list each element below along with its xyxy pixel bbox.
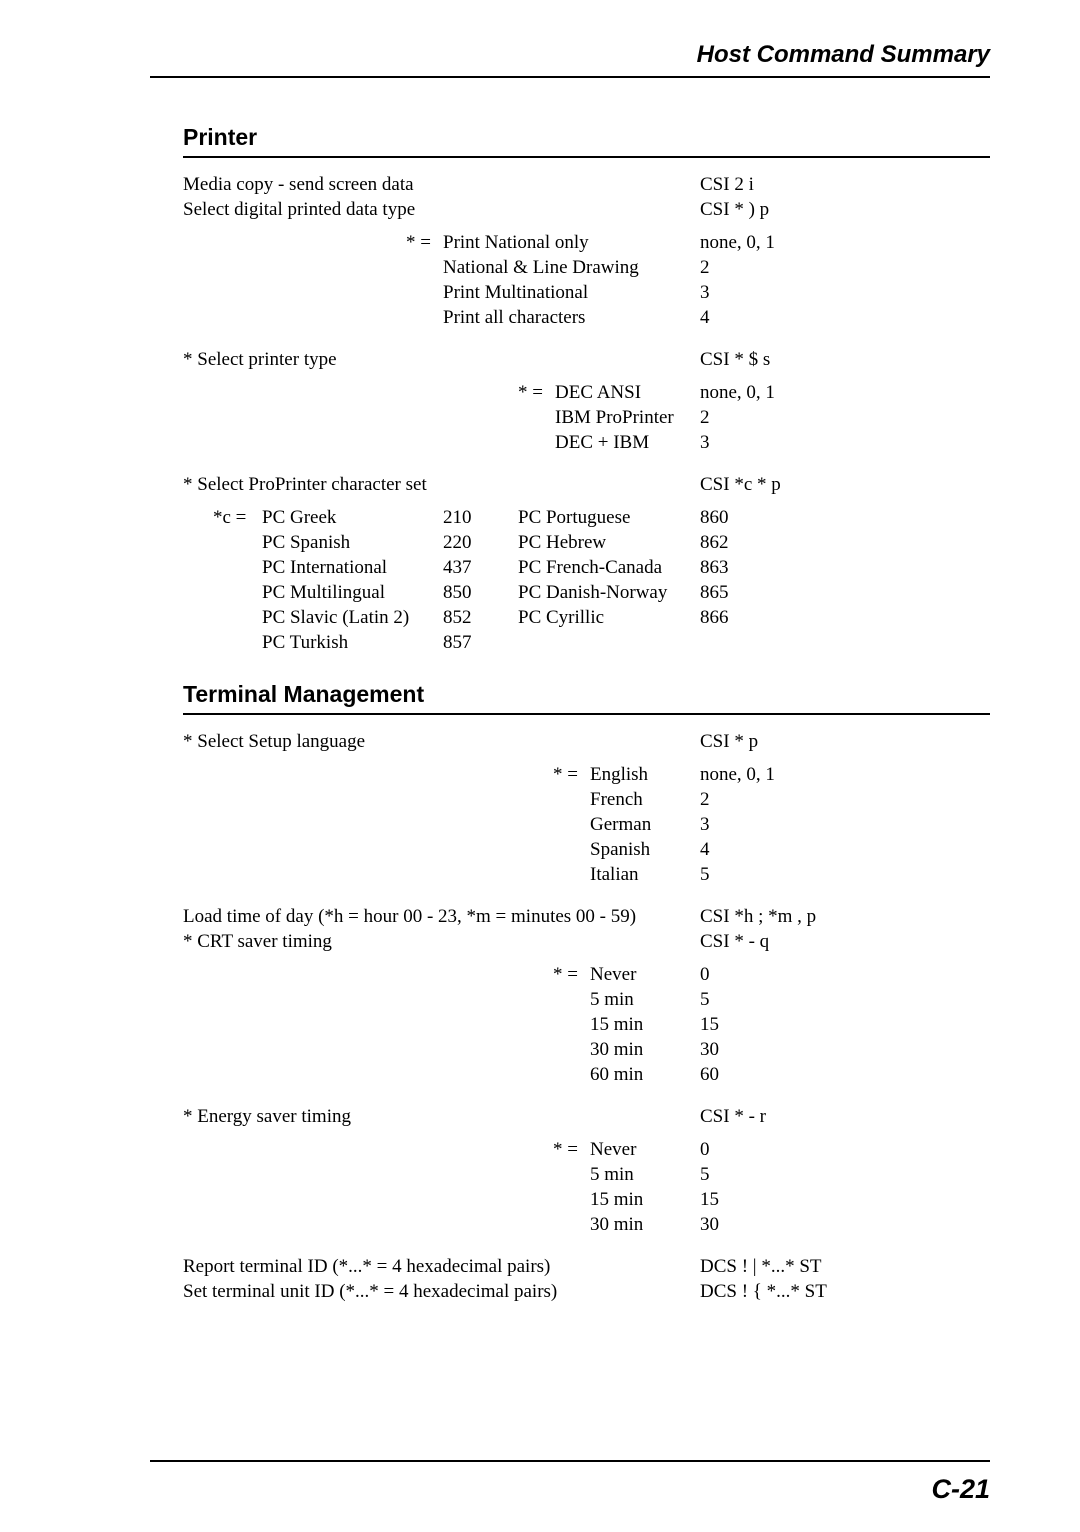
charset-row: [150, 530, 990, 555]
command-row: [150, 1137, 990, 1162]
command-row: [150, 230, 990, 255]
charset-row: [150, 555, 990, 580]
command-label: 15 min: [590, 1014, 644, 1035]
command-label: * CRT saver timing: [183, 931, 332, 952]
command-label: 30 min: [590, 1214, 644, 1235]
page-number: C-21: [931, 1474, 990, 1504]
command-row: [150, 197, 990, 222]
command-code: 5: [700, 864, 710, 885]
command-code: DCS ! { *...* ST: [700, 1281, 827, 1302]
command-code: 2: [700, 257, 710, 278]
command-row: [150, 1187, 990, 1212]
command-row: [150, 1212, 990, 1237]
charset-value: 220: [443, 532, 472, 553]
command-code: 4: [700, 307, 710, 328]
command-row: [150, 380, 990, 405]
charset-value: 850: [443, 582, 472, 603]
command-code: 5: [700, 1164, 710, 1185]
command-label: Never: [590, 1139, 637, 1160]
command-code: CSI * - q: [700, 931, 770, 952]
command-row: [150, 812, 990, 837]
command-label: English: [590, 764, 649, 785]
charset-row: [150, 505, 990, 530]
command-row: [150, 862, 990, 887]
charset-name: PC Slavic (Latin 2): [262, 607, 410, 628]
param-prefix: * =: [553, 1139, 578, 1160]
section-terminal-management: [150, 681, 990, 1304]
param-prefix: *c =: [213, 507, 247, 528]
command-code: 15: [700, 1014, 719, 1035]
command-label: 15 min: [590, 1189, 644, 1210]
command-code: 3: [700, 282, 710, 303]
charset-name: PC Portuguese: [518, 507, 631, 528]
section-printer: [150, 124, 990, 655]
command-code: 60: [700, 1064, 719, 1085]
command-code: 2: [700, 789, 710, 810]
command-label: DEC + IBM: [555, 432, 650, 453]
command-label: 5 min: [590, 989, 634, 1010]
command-row: [150, 280, 990, 305]
command-label: * Energy saver timing: [183, 1106, 351, 1127]
command-label: * Select Setup language: [183, 731, 366, 752]
command-code: CSI * ) p: [700, 199, 770, 220]
command-row: [150, 787, 990, 812]
command-code: 2: [700, 407, 710, 428]
charset-name: PC Multilingual: [262, 582, 385, 603]
charset-name: PC International: [262, 557, 388, 578]
charset-name: PC Cyrillic: [518, 607, 605, 628]
command-sections: [150, 124, 990, 1304]
command-code: DCS ! | *...* ST: [700, 1256, 822, 1277]
charset-value: 437: [443, 557, 472, 578]
command-code: 30: [700, 1214, 719, 1235]
command-code: 15: [700, 1189, 719, 1210]
charset-name: PC Danish-Norway: [518, 582, 668, 603]
command-code: none, 0, 1: [700, 382, 775, 403]
command-code: CSI *c * p: [700, 474, 781, 495]
charset-name: PC Turkish: [262, 632, 349, 653]
command-label: Set terminal unit ID (*...* = 4 hexadecimal pairs): [183, 1281, 558, 1302]
command-code: CSI *h ; *m , p: [700, 906, 817, 927]
charset-value: 852: [443, 607, 472, 628]
charset-name: PC Spanish: [262, 532, 351, 553]
command-code: CSI * $ s: [700, 349, 771, 370]
command-row: [150, 962, 990, 987]
doc-header: [150, 0, 990, 78]
section-title: Printer: [183, 124, 990, 158]
param-prefix: * =: [518, 382, 543, 403]
doc-footer: [150, 1460, 990, 1505]
command-label: National & Line Drawing: [443, 257, 639, 278]
command-label: 60 min: [590, 1064, 644, 1085]
command-row: [150, 904, 990, 929]
command-row: [150, 1012, 990, 1037]
command-code: none, 0, 1: [700, 232, 775, 253]
command-label: * Select ProPrinter character set: [183, 474, 427, 495]
command-label: Print National only: [443, 232, 589, 253]
section-title: Terminal Management: [183, 681, 990, 715]
command-row: [150, 1162, 990, 1187]
param-prefix: * =: [553, 764, 578, 785]
command-code: 3: [700, 432, 710, 453]
command-row: [150, 762, 990, 787]
command-label: Load time of day (*h = hour 00 - 23, *m = minutes 00 - 59): [183, 906, 637, 927]
charset-value: 860: [700, 507, 729, 528]
command-code: 4: [700, 839, 710, 860]
command-row: [150, 472, 990, 497]
command-row: [150, 255, 990, 280]
charset-value: 865: [700, 582, 729, 603]
command-row: [150, 929, 990, 954]
command-label: Print Multinational: [443, 282, 589, 303]
command-label: Print all characters: [443, 307, 586, 328]
charset-value: 862: [700, 532, 729, 553]
command-label: * Select printer type: [183, 349, 337, 370]
command-code: 0: [700, 964, 710, 985]
command-row: [150, 987, 990, 1012]
command-row: [150, 1279, 990, 1304]
command-code: CSI * p: [700, 731, 759, 752]
command-label: Report terminal ID (*...* = 4 hexadecimal pairs): [183, 1256, 551, 1277]
command-code: 5: [700, 989, 710, 1010]
command-row: [150, 1062, 990, 1087]
charset-row: [150, 605, 990, 630]
command-label: Select digital printed data type: [183, 199, 416, 220]
charset-value: 866: [700, 607, 729, 628]
command-label: Italian: [590, 864, 639, 885]
command-row: [150, 347, 990, 372]
charset-name: PC French-Canada: [518, 557, 663, 578]
param-prefix: * =: [406, 232, 431, 253]
command-label: 5 min: [590, 1164, 634, 1185]
running-header-title: Host Command Summary: [696, 41, 990, 68]
command-row: [150, 172, 990, 197]
command-row: [150, 405, 990, 430]
command-row: [150, 1254, 990, 1279]
command-code: none, 0, 1: [700, 764, 775, 785]
charset-value: 863: [700, 557, 729, 578]
command-label: Never: [590, 964, 637, 985]
command-row: [150, 729, 990, 754]
command-code: 3: [700, 814, 710, 835]
param-prefix: * =: [553, 964, 578, 985]
command-label: French: [590, 789, 643, 810]
command-label: IBM ProPrinter: [555, 407, 674, 428]
command-label: 30 min: [590, 1039, 644, 1060]
command-row: [150, 1104, 990, 1129]
command-label: DEC ANSI: [555, 382, 642, 403]
command-label: Media copy - send screen data: [183, 174, 414, 195]
charset-value: 857: [443, 632, 472, 653]
command-code: 30: [700, 1039, 719, 1060]
command-label: Spanish: [590, 839, 651, 860]
charset-name: PC Greek: [262, 507, 337, 528]
command-code: CSI * - r: [700, 1106, 766, 1127]
command-code: CSI 2 i: [700, 174, 754, 195]
command-row: [150, 305, 990, 330]
charset-name: PC Hebrew: [518, 532, 607, 553]
command-row: [150, 430, 990, 455]
charset-row: [150, 580, 990, 605]
command-code: 0: [700, 1139, 710, 1160]
charset-value: 210: [443, 507, 472, 528]
command-label: German: [590, 814, 652, 835]
charset-row: [150, 630, 990, 655]
command-row: [150, 1037, 990, 1062]
command-row: [150, 837, 990, 862]
